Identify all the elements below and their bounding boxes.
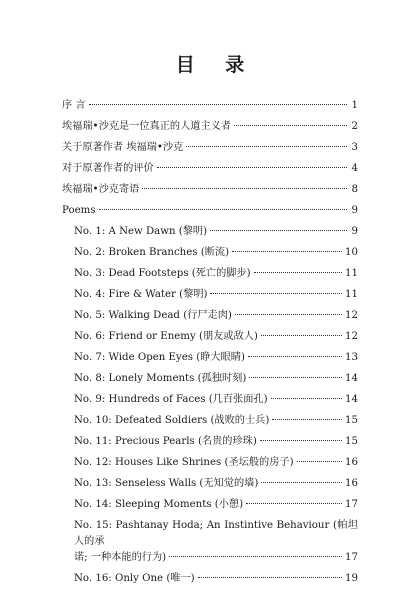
toc-subentry[interactable]	[62, 494, 358, 515]
toc-subentry[interactable]	[62, 242, 358, 263]
dot-leader	[271, 398, 342, 399]
toc-entry-page: 3	[351, 142, 358, 153]
toc-entry-title: No. 4: Fire & Water (黎明)	[74, 289, 208, 300]
dot-leader	[186, 146, 347, 147]
toc-subentry[interactable]	[62, 568, 358, 589]
toc-entry-title: 对于原著作者的评价	[62, 163, 154, 174]
toc-entry-page: 15	[345, 415, 358, 426]
dot-leader	[272, 419, 342, 420]
page-title: 目 录	[175, 54, 257, 76]
toc-entry-title: 埃福瑞•沙克寄语	[62, 184, 140, 195]
toc-entry-title: No. 12: Houses Like Shrines (圣坛般的房子)	[74, 457, 294, 468]
dot-leader	[254, 272, 342, 273]
toc-entry-page: 16	[345, 457, 358, 468]
toc-entry-page: 16	[345, 478, 358, 489]
toc-subentry[interactable]	[62, 305, 358, 326]
toc-entry-title: No. 14: Sleeping Moments (小憩)	[74, 499, 244, 510]
toc-entry-page: 15	[345, 436, 358, 447]
toc-entry-title: No. 3: Dead Footsteps (死亡的脚步)	[74, 268, 251, 279]
toc-entry-title: No. 16: Only One (唯一)	[74, 573, 195, 584]
toc-entry-page: 13	[345, 352, 358, 363]
dot-leader	[248, 356, 342, 357]
toc-subentry[interactable]	[62, 263, 358, 284]
toc-entry-title: No. 13: Senseless Walls (无知觉的墙)	[74, 478, 259, 489]
dot-leader	[169, 556, 342, 557]
toc-entry-page: 12	[345, 331, 358, 342]
toc-subentry[interactable]	[62, 368, 358, 389]
dot-leader	[235, 314, 342, 315]
toc-entry-page: 1	[351, 100, 358, 111]
toc-entry-page: 9	[351, 205, 358, 216]
toc-entry-title: No. 5: Walking Dead (行尸走肉)	[74, 310, 232, 321]
toc-entry-page: 2	[351, 121, 358, 132]
toc-subentry[interactable]	[62, 515, 358, 568]
dot-leader	[198, 577, 342, 578]
dot-leader	[142, 188, 347, 189]
toc-entry-title: No. 7: Wide Open Eyes (睁大眼睛)	[74, 352, 245, 363]
toc-entry[interactable]	[62, 200, 358, 221]
dot-leader	[210, 293, 342, 294]
toc-entry-page: 14	[345, 373, 358, 384]
toc-entry-page: 8	[351, 184, 358, 195]
toc-entry-page: 17	[345, 552, 358, 563]
dot-leader	[261, 335, 342, 336]
toc-entry-page: 19	[345, 573, 358, 584]
toc-entry-page: 14	[345, 394, 358, 405]
dot-leader	[249, 377, 342, 378]
toc-entry-page: 9	[351, 226, 358, 237]
toc-subentry[interactable]	[62, 326, 358, 347]
toc-subentry[interactable]	[62, 284, 358, 305]
dot-leader	[232, 251, 342, 252]
toc-entry[interactable]	[62, 179, 358, 200]
dot-leader	[261, 482, 342, 483]
toc-subentry[interactable]	[62, 347, 358, 368]
toc-entry-line2	[74, 550, 358, 566]
toc-entry-title: No. 2: Broken Branches (断流)	[74, 247, 230, 258]
toc-subentry[interactable]	[62, 452, 358, 473]
toc-entry-title: No. 1: A New Dawn (黎明)	[74, 226, 208, 237]
toc-entry-title: 关于原著作者 埃福瑞•沙克	[62, 142, 184, 153]
toc-subentry[interactable]	[62, 410, 358, 431]
toc-entry-title: Poems	[62, 205, 96, 216]
toc-entry-page: 10	[345, 247, 358, 258]
toc-entry[interactable]	[62, 116, 358, 137]
toc-subentry[interactable]	[62, 221, 358, 242]
dot-leader	[297, 461, 342, 462]
toc-entry-title: 序 言	[62, 100, 86, 111]
toc-entry-page: 12	[345, 310, 358, 321]
toc-entry-title: No. 11: Precious Pearls (名贵的珍珠)	[74, 436, 257, 447]
toc-entry-title: No. 10: Defeated Soldiers (战败的士兵)	[74, 415, 270, 426]
toc-entry[interactable]	[62, 95, 358, 116]
toc-entry[interactable]	[62, 137, 358, 158]
dot-leader	[210, 230, 347, 231]
toc-entry-title: No. 9: Hundreds of Faces (几百张面孔)	[74, 394, 268, 405]
toc-subentry[interactable]	[62, 473, 358, 494]
dot-leader	[89, 104, 347, 105]
table-of-contents	[62, 95, 358, 589]
toc-subentry[interactable]	[62, 389, 358, 410]
toc-entry-title: No. 6: Friend or Enemy (朋友或敌人)	[74, 331, 258, 342]
toc-entry-title: No. 8: Lonely Moments (孤独时刻)	[74, 373, 247, 384]
toc-entry-title-line1: No. 15: Pashtanay Hoda; An Instintive Behaviour (帕坦人的承	[74, 520, 358, 547]
toc-entry[interactable]	[62, 158, 358, 179]
toc-entry-title-line2: 诺; 一种本能的行为)	[74, 552, 167, 563]
toc-entry-page: 11	[345, 268, 358, 279]
toc-entry-title: 埃福瑞•沙克是一位真正的人道主义者	[62, 121, 232, 132]
toc-entry-page: 17	[345, 499, 358, 510]
dot-leader	[234, 125, 347, 126]
toc-subentry[interactable]	[62, 431, 358, 452]
dot-leader	[99, 209, 348, 210]
dot-leader	[260, 440, 342, 441]
dot-leader	[157, 167, 347, 168]
toc-entry-page: 4	[351, 163, 358, 174]
toc-entry-page: 11	[345, 289, 358, 300]
dot-leader	[246, 503, 342, 504]
